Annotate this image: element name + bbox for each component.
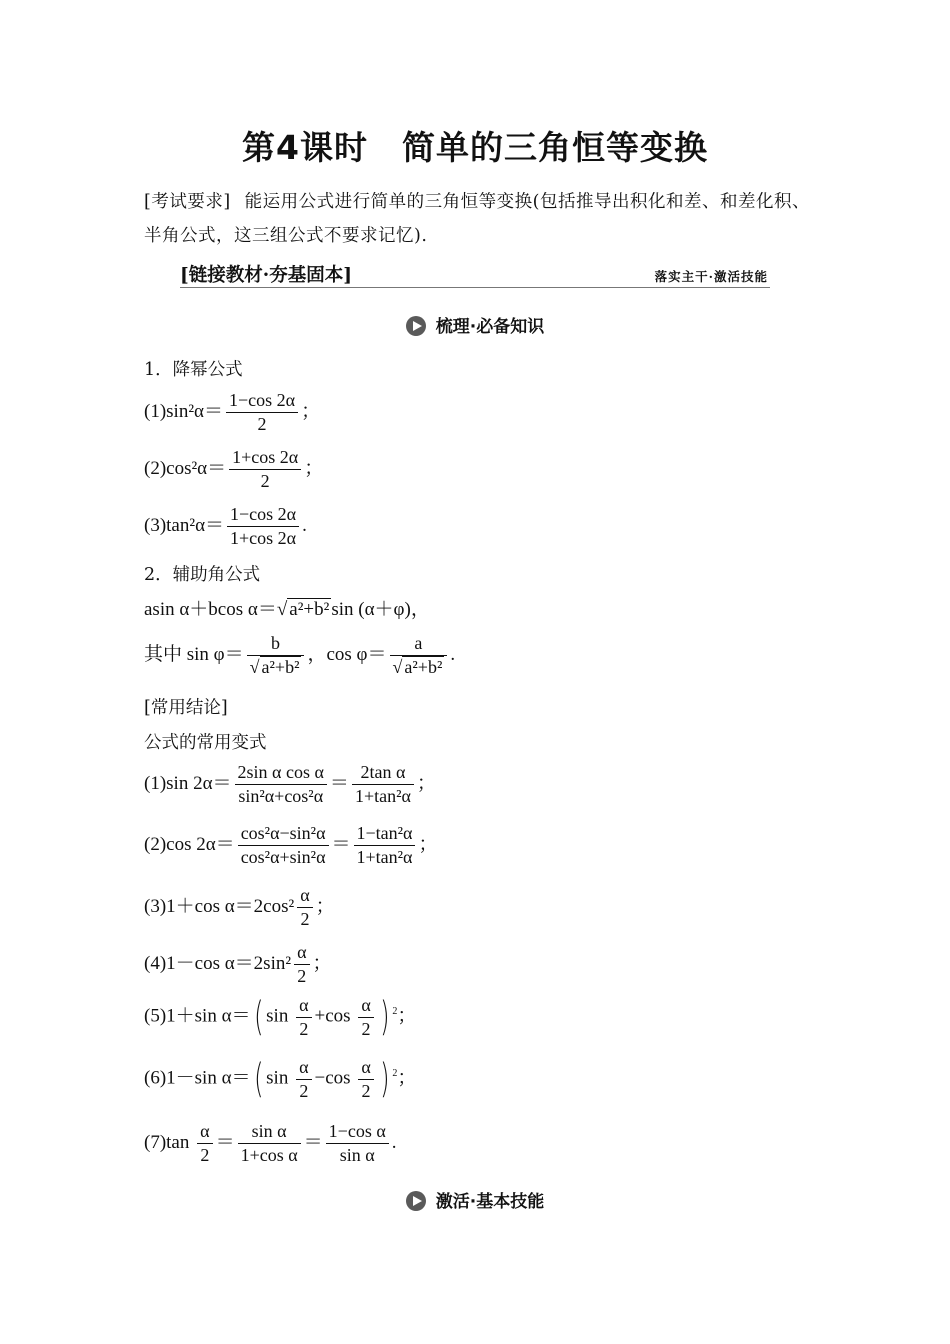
page-title: 第4课时 简单的三角恒等变换 <box>242 128 708 167</box>
heading-auxiliary-angle: 2．辅助角公式 <box>144 565 261 585</box>
requirement-tag: [考试要求] <box>144 192 231 212</box>
variant-3: (3)1＋cos α＝2cos² $\frac{\alpha}{2}$ ； <box>144 885 335 929</box>
variant-1: (1)sin 2α＝ $\frac{\text{2sin α cos α}}{\text{sin²α+cos²α}}$ ＝ $\frac{\text{2tan α}}{\text{1+tan²α}}$ ； <box>144 762 436 806</box>
banner-right: 落实主干·激活技能 <box>654 269 768 284</box>
exam-requirement <box>144 185 812 253</box>
variant-7: (7)tan $\frac{\alpha}{2}$ ＝ $\frac{\text{sin α}}{\text{1+cos α}}$ ＝ $\frac{\text{1−cos α}}{\text{sin α}}$ . <box>144 1121 397 1165</box>
play-icon <box>406 1191 426 1211</box>
section-banner <box>180 261 770 288</box>
common-conclusion-title: 公式的常用变式 <box>144 733 267 753</box>
formula-1: (1)sin²α＝ $\frac{1-\cos 2\alpha}{2}$ ； <box>144 390 321 434</box>
common-conclusion-tag: [常用结论] <box>144 698 228 718</box>
variant-2: (2)cos 2α＝ $\frac{\text{cos²α−sin²α}}{\text{cos²α+sin²α}}$ ＝ $\frac{\text{1−tan²α}}{\text{1+tan²α}}$ ； <box>144 823 438 867</box>
section-heading-text: 激活·基本技能 <box>435 1192 545 1212</box>
requirement-text: 能运用公式进行简单的三角恒等变换(包括推导出积化和差、和差化积、半角公式，这三组公式不要求记忆). <box>144 192 810 246</box>
variant-5: (5)1＋sin α＝( sin $\frac{\alpha}{2}$ +cos $\frac{\alpha}{2}$ ) $^2$； <box>144 994 417 1040</box>
aux-formula-1: asin α＋bcos α＝√ a²+b² sin (α＋φ)， <box>144 599 430 620</box>
aux-formula-2: 其中 sin φ＝ $\frac{b}{\text{√ a²+b²}}$ ，cos φ＝ $\frac{a}{\text{√ a²+b²}}$ . <box>144 633 456 677</box>
section-heading-skills <box>0 1187 950 1212</box>
heading-power-reduction: 1．降幂公式 <box>144 360 243 380</box>
banner-left: [链接教材·夯基固本] <box>180 265 352 286</box>
section-heading-text: 梳理·必备知识 <box>435 317 545 337</box>
formula-3: (3)tan²α＝ $\frac{1-\cos 2\alpha}{1+\cos 2\alpha}$ . <box>144 504 307 548</box>
formula-2: (2)cos²α＝ $\frac{1+\cos 2\alpha}{2}$ ； <box>144 447 324 491</box>
play-icon <box>406 316 426 336</box>
section-heading-knowledge <box>0 312 950 337</box>
variant-4: (4)1－cos α＝2sin² $\frac{\alpha}{2}$ ； <box>144 942 332 986</box>
variant-6: (6)1－sin α＝( sin $\frac{\alpha}{2}$ −cos $\frac{\alpha}{2}$ ) $^2$； <box>144 1056 417 1102</box>
